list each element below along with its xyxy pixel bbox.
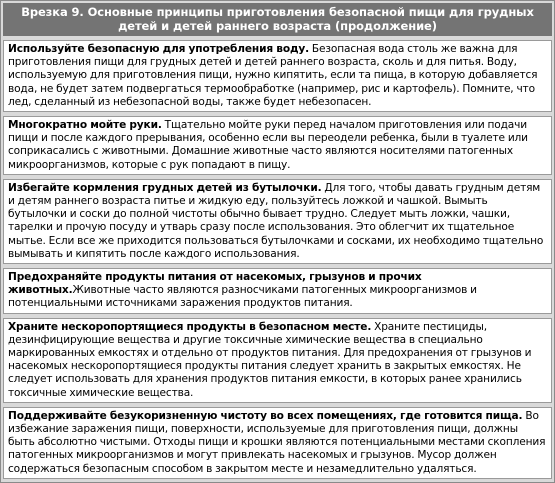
section-safe-water	[3, 40, 552, 112]
section-body: Животные часто являются разносчиками патогенных микроорганизмов и потенциальными источниками заражения продуктов питания.	[8, 284, 477, 310]
section-keep-clean	[3, 407, 552, 479]
sidebar-title: Врезка 9. Основные принципы приготовления безопасной пищи для грудных детей и детей раннего возраста (продолжение)	[3, 3, 552, 36]
section-heading: Храните нескоропортящиеся продукты в безопасном месте.	[8, 320, 372, 333]
section-body: Тщательно мойте руки перед началом приготовления или подачи пищи и после каждого прерывания, особенно если вы переодели ребенка, были в туалете или соприкасались с животными. Домашние животные часто являются носителями патогенных микроорганизмов, которые с рук попадают в пищу.	[8, 119, 528, 171]
section-heading: Многократно мойте руки.	[8, 119, 162, 132]
section-body: Безопасная вода столь же важна для приготовления пищи для грудных детей и детей раннего возраста, сколь и для питья. Воду, используемую для приготовления пищи, нужно кипятить, если та пища, в которую добавляется вода, не будет затем подвергаться термообработке (например, рис и картофель). Помните, что лед, сделанный из небезопасной воды, также будет небезопасен.	[8, 43, 538, 108]
section-heading: Предохраняйте продукты питания от насекомых, грызунов и прочих животных.	[8, 271, 422, 297]
section-body: Во избежание заражения пищи, поверхности, используемые для приготовления пищи, должны быть абсолютно чистыми. Отходы пищи и крошки являются потенциальными местами скопления патогенных микроорганизмов и могут привлекать насекомых и грызунов. Мусор должен содержаться безопасным способом в закрытом месте и незамедлительно удаляться.	[8, 409, 546, 475]
section-body: Храните пестициды, дезинфицирующие вещества и другие токсичные химические вещества в специально маркированных емкостях и отдельно от продуктов питания. Для предохранения от грызунов и насекомых нескоропортящиеся продукты питания следует хранить в закрытых емкостях. Не следует использовать для хранения продуктов питания емкости, в которых ранее хранились токсичные химические вещества.	[8, 320, 532, 399]
section-heading: Поддерживайте безукоризненную чистоту во всех помещениях, где готовится пища.	[8, 409, 523, 422]
section-store-safely	[3, 318, 552, 403]
section-body: Для того, чтобы давать грудным детям и детям раннего возраста питье и жидкую еду, пользуйтесь ложкой и чашкой. Вымыть бутылочки и соски до полной чистоты обычно бывает трудно. Следует мыть ложки, чашки, тарелки и прочую посуду и утварь сразу после использования. Это облегчит их тщательное мытье. Если все же приходится пользоваться бутылочками и сосками, их необходимо тщательно вымывать и кипятить после каждого использования.	[8, 181, 544, 260]
section-heading: Избегайте кормления грудных детей из бутылочки.	[8, 181, 322, 194]
section-heading: Используйте безопасную для употребления воду.	[8, 43, 309, 55]
section-protect-from-pests	[3, 268, 552, 314]
section-wash-hands	[3, 116, 552, 175]
section-avoid-bottles	[3, 179, 552, 264]
